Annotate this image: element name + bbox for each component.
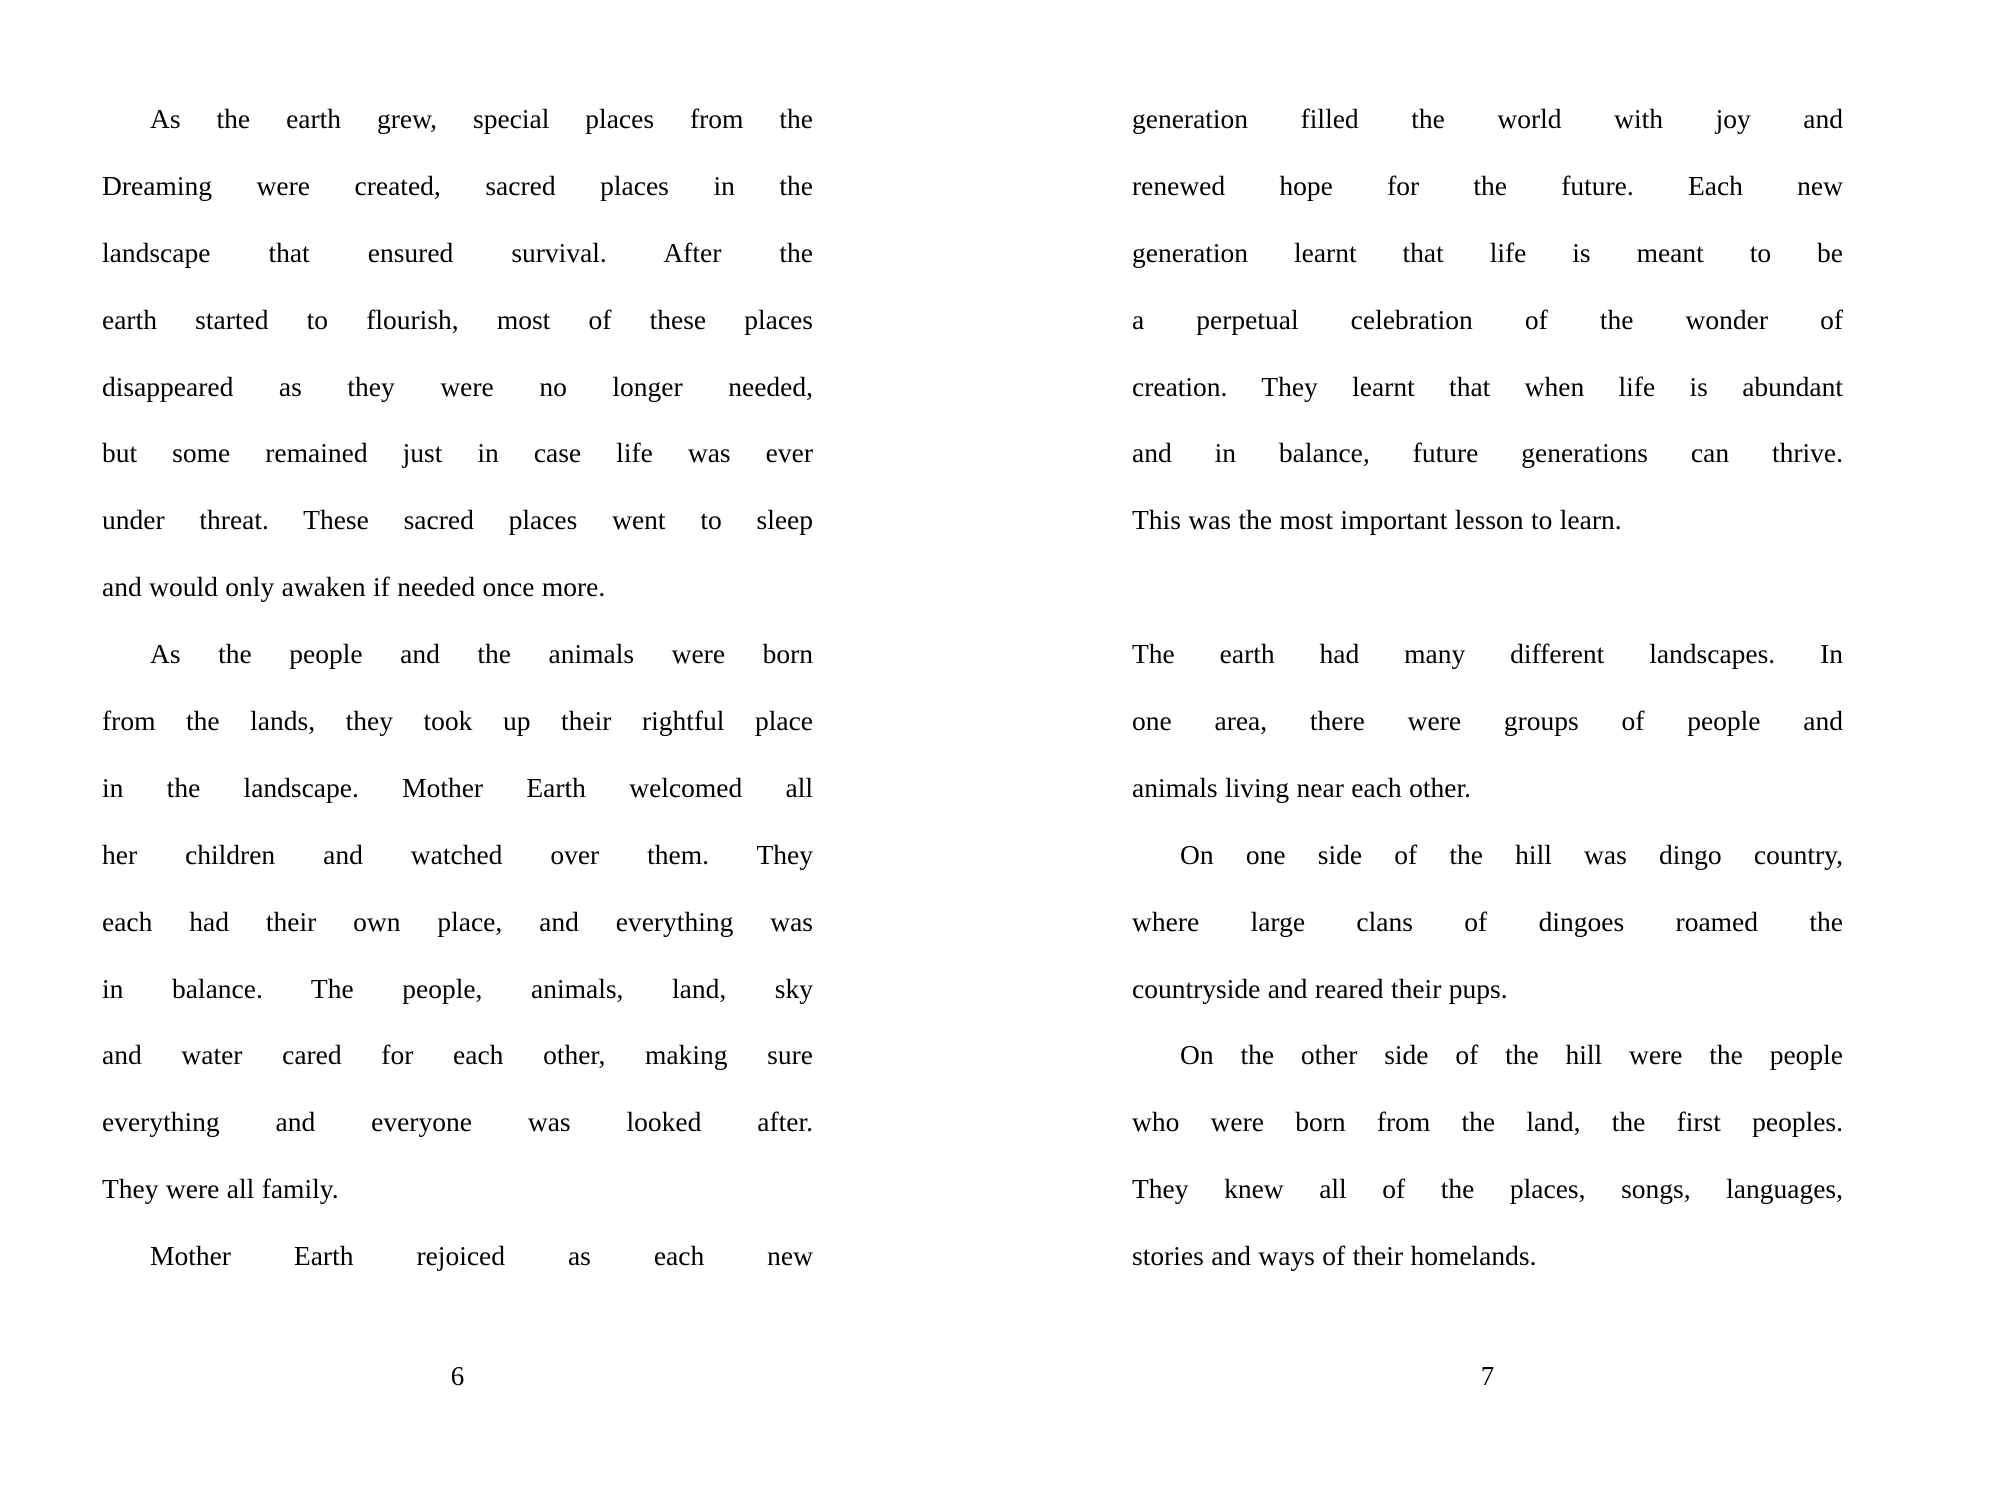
blank-line xyxy=(1132,554,1843,621)
text-line: a perpetual celebration of the wonder of xyxy=(1132,303,1843,335)
text-line: where large clans of dingoes roamed the xyxy=(1132,905,1843,937)
text-line: but some remained just in case life was ever xyxy=(102,437,813,469)
text-line: creation. They learnt that when life is abundant xyxy=(1132,370,1843,402)
text-line: renewed hope for the future. Each new xyxy=(1132,169,1843,201)
text-line: countryside and reared their pups. xyxy=(1132,972,1508,1004)
text-line: earth started to flourish, most of these places xyxy=(102,303,813,335)
text-line: The earth had many different landscapes. In xyxy=(1132,638,1843,670)
text-line: animals living near each other. xyxy=(1132,771,1471,803)
text-line: from the lands, they took up their rightful place xyxy=(102,705,813,737)
text-line: under threat. These sacred places went to sleep xyxy=(102,504,813,536)
text-line: As the earth grew, special places from the xyxy=(150,103,813,134)
left-page-number: 6 xyxy=(450,1361,465,1391)
text-line: This was the most important lesson to learn. xyxy=(1132,504,1622,536)
text-line: her children and watched over them. They xyxy=(102,838,813,870)
text-line: one area, there were groups of people and xyxy=(1132,705,1843,737)
text-line: in balance. The people, animals, land, sky xyxy=(102,972,813,1004)
text-line: and would only awaken if needed once more. xyxy=(102,571,606,603)
text-line: and water cared for each other, making sure xyxy=(102,1039,813,1071)
text-line: stories and ways of their homelands. xyxy=(1132,1240,1537,1272)
text-line: Mother Earth rejoiced as each new xyxy=(150,1240,813,1272)
text-line: in the landscape. Mother Earth welcomed all xyxy=(102,771,813,803)
text-line: Dreaming were created, sacred places in the xyxy=(102,169,813,201)
text-line: generation filled the world with joy and xyxy=(1132,103,1843,134)
left-page-text xyxy=(102,86,813,1290)
right-page-text xyxy=(1132,86,1843,1290)
text-line: who were born from the land, the first peoples. xyxy=(1132,1106,1843,1138)
right-page xyxy=(1000,0,1999,1510)
text-line: They were all family. xyxy=(102,1173,339,1205)
text-line: On one side of the hill was dingo country, xyxy=(1180,838,1843,870)
text-line: generation learnt that life is meant to be xyxy=(1132,236,1843,268)
left-page xyxy=(0,0,999,1510)
text-line: each had their own place, and everything was xyxy=(102,905,813,937)
text-line: disappeared as they were no longer needed, xyxy=(102,370,813,402)
text-line: As the people and the animals were born xyxy=(150,638,813,670)
text-line: everything and everyone was looked after. xyxy=(102,1106,813,1138)
text-line: and in balance, future generations can thrive. xyxy=(1132,437,1843,469)
text-line: On the other side of the hill were the people xyxy=(1180,1039,1843,1071)
text-line: landscape that ensured survival. After the xyxy=(102,236,813,268)
text-line: They knew all of the places, songs, languages, xyxy=(1132,1173,1843,1205)
right-page-number: 7 xyxy=(1480,1361,1495,1391)
